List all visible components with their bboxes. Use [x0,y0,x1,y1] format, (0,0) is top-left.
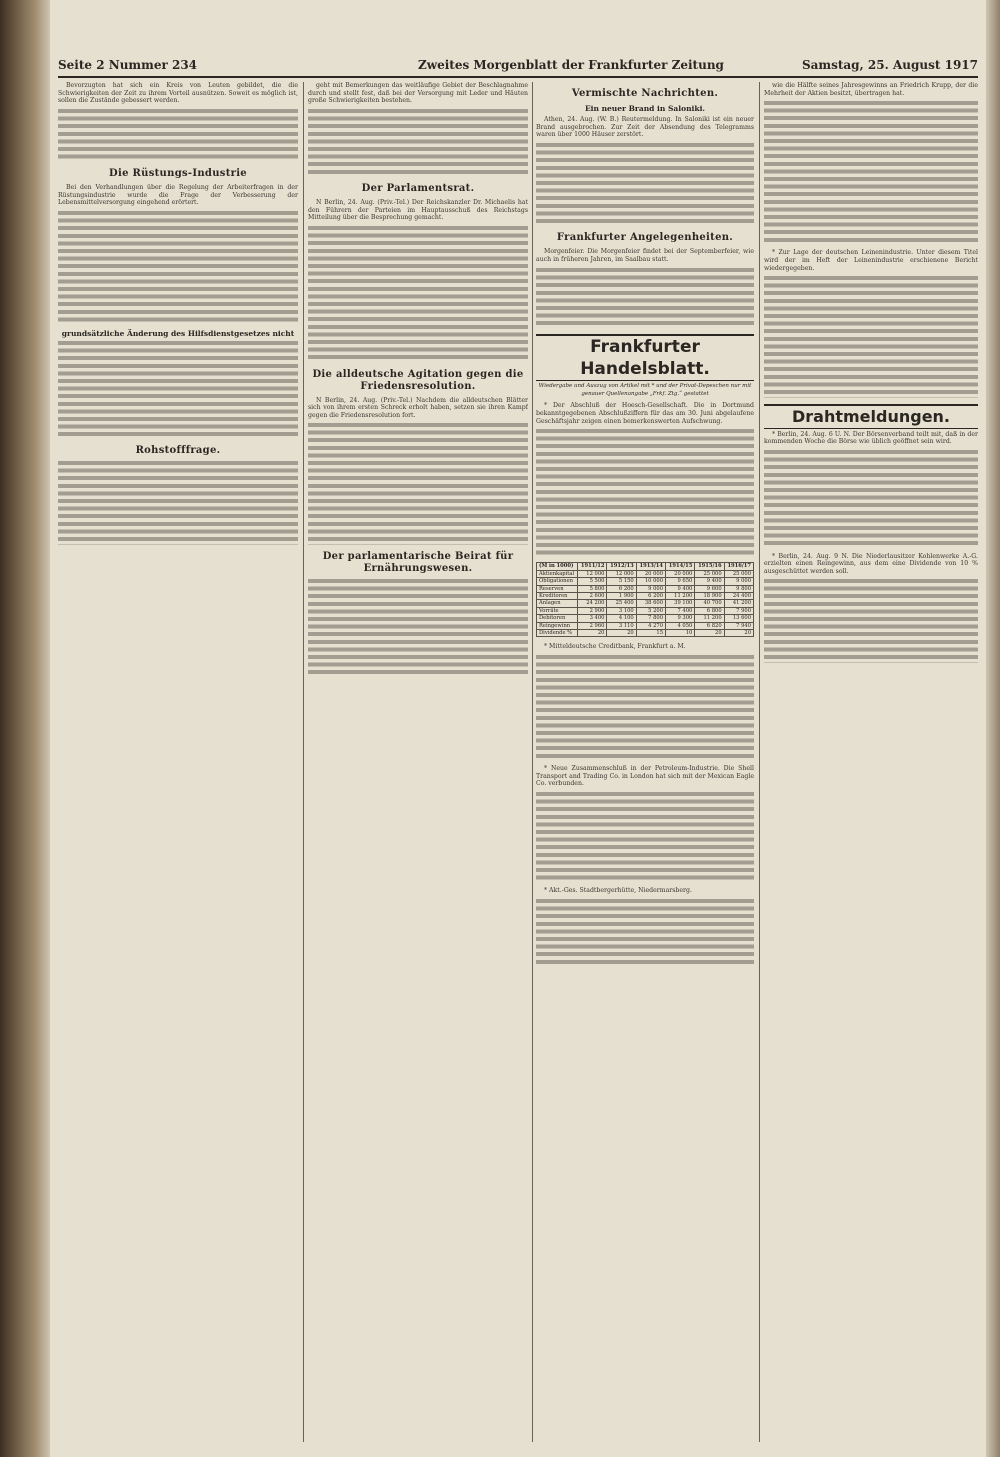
table-cell: Aktienkapital [537,570,578,577]
table-cell: 39 100 [666,600,695,607]
column-rule [532,82,533,1442]
article-paragraph: * Zur Lage der deutschen Leinenindustrie. Unter diesem Titel wird der im Heft der Leinenindustrie erschienene Bericht wiedergegeben. [764,249,978,272]
section-heading: Die Rüstungs-Industrie [109,167,247,179]
body-text [536,792,754,883]
table-cell: 11 200 [666,592,695,599]
table-cell: Obligationen [537,578,578,585]
table-header-cell: 1914/15 [666,563,695,570]
article-paragraph: Athen, 24. Aug. (W. B.) Reutermeldung. In Saloniki ist ein neuer Brand ausgebrochen. Zur Zeit der Absendung des Telegramms waren über 1000 Häuser zerstört. [536,116,754,139]
body-text [764,276,978,398]
table-cell: 10 [666,629,695,636]
article-paragraph: * Der Abschluß der Hoesch-Gesellschaft. Die in Dortmund bekanntgegebenen Abschlußziffern für das am 30. Juni abgelaufene Geschäftsjahr zeigen einen bemerkenswerten Aufschwung. [536,402,754,425]
table-cell: 10 000 [636,578,665,585]
masthead-date: Samstag, 25. August 1917 [801,58,978,72]
table-cell: 9 400 [695,578,724,585]
table-row [537,592,754,599]
section-heading: Der Parlamentsrat. [361,183,475,195]
book-binding [0,0,50,1457]
masthead-page-number: Seite 2 Nummer 234 [58,58,198,72]
table-cell: 6 800 [695,607,724,614]
table-cell: 15 [636,629,665,636]
section-subheading: grundsätzliche Änderung des Hilfsdienstgesetzes nicht [61,328,295,338]
body-text [58,109,298,162]
article-paragraph: N Berlin, 24. Aug. (Priv.-Tel.) Nachdem die alldeutschen Blätter sich von ihrem ersten Schreck erholt haben, setzen sie ihren Kampf gegen die Friedensresolution fort. [308,396,528,419]
table-cell: 20 [578,629,607,636]
table-cell: 7 940 [724,622,753,629]
article-paragraph: wie die Hälfte seines Jahresgewinns an Friedrich Krupp, der die Mehrheit der Aktien besitzt, übertragen hat. [764,82,978,97]
section-heading: Drahtmeldungen. [764,404,978,429]
table-cell: 7 900 [724,607,753,614]
section-heading: Vermischte Nachrichten. [571,88,719,99]
table-row [537,629,754,636]
body-text [58,211,298,325]
body-text [308,423,528,545]
table-cell: 5 500 [578,578,607,585]
article-paragraph: Bevorzugten hat sich ein Kreis von Leuten gebildet, die die Schwierigkeiten der Zeit zu ihrem Vorteil ausnützen. Soweit es möglich ist, sollen die Zustände gebessert werden. [58,82,298,105]
table-header-cell: 1913/14 [636,563,665,570]
body-text [764,450,978,549]
table-cell: 24 400 [724,592,753,599]
table-cell: 12 000 [607,570,636,577]
table-cell: 25 000 [695,570,724,577]
column-rule [303,82,304,1442]
table-cell: 20 000 [636,570,665,577]
body-text [764,101,978,245]
table-cell: 38 600 [636,600,665,607]
table-cell: 1 900 [607,592,636,599]
column-rule [759,82,760,1442]
table-row [537,622,754,629]
table-cell: 6 820 [695,622,724,629]
table-cell: 6 200 [636,592,665,599]
table-cell: 20 [607,629,636,636]
table-cell: 3 100 [607,607,636,614]
table-cell: 9 300 [666,615,695,622]
table-cell: 25 000 [724,570,753,577]
article-paragraph: Morgenfeier. Die Morgenfeier findet bei der Septemberfeier, wie auch in früheren Jahren, im Saalbau statt. [536,248,754,263]
table-cell: 9 650 [666,578,695,585]
article-paragraph: * Berlin, 24. Aug. 6 U. N. Der Börsenverband teilt mit, daß in der kommenden Woche die Börse wie üblich geöffnet sein wird. [764,430,978,446]
article-paragraph: * Akt.-Ges. Stadtbergerhütte, Niedermarsberg. [544,887,692,895]
body-text [58,461,298,545]
table-cell: Vorräte [537,607,578,614]
article-paragraph: geht mit Bemerkungen das weitläufige Gebiet der Beschlagnahme durch und stellt fest, daß bei der Versorgung mit Leder und Häuten große Schwierigkeiten bestehen. [308,82,528,105]
table-header-cell: 1911/12 [578,563,607,570]
table-cell: 9 400 [666,585,695,592]
table-row [537,600,754,607]
table-cell: 25 400 [607,600,636,607]
body-text [536,429,754,558]
handelsblatt-banner: Frankfurter Handelsblatt. [536,334,754,381]
table-cell: Kreditoren [537,592,578,599]
table-cell: Debitoren [537,615,578,622]
table-cell: 9 600 [695,585,724,592]
table-cell: 24 200 [578,600,607,607]
section-heading: Rohstofffrage. [135,445,221,457]
body-text [308,109,528,177]
column-1 [58,82,298,1442]
article-paragraph: N Berlin, 24. Aug. (Priv.-Tel.) Der Reichskanzler Dr. Michaelis hat den Führern der Parteien im Hauptausschuß des Reichstags Mitteilung über die Besprechung gemacht. [308,199,528,222]
table-cell: 20 [724,629,753,636]
column-3 [536,82,754,1442]
table-row [537,570,754,577]
body-text [308,579,528,678]
masthead-title: Zweites Morgenblatt der Frankfurter Zeitung [418,58,724,72]
table-cell: 2 600 [578,592,607,599]
section-heading: Frankfurter Angelegenheiten. [556,232,734,244]
table-cell: 7 400 [666,607,695,614]
article-paragraph: * Neue Zusammenschluß in der Petroleum-Industrie. Die Shell Transport and Trading Co. in London hat sich mit der Mexican Eagle Co. verbunden. [536,765,754,788]
table-cell: 3 400 [578,615,607,622]
table-cell: Anlagen [537,600,578,607]
masthead [58,58,978,78]
table-cell: Reingewinn [537,622,578,629]
table-row [537,607,754,614]
body-text [536,655,754,761]
column-2 [308,82,528,1442]
table-cell: 6 200 [607,585,636,592]
article-paragraph: Bei den Verhandlungen über die Regelung der Arbeiterfragen in der Rüstungsindustrie wurde die Frage der Verbesserung der Lebensmittelversorgung eingehend erörtert. [58,183,298,207]
table-cell: Reserven [537,585,578,592]
table-cell: 40 700 [695,600,724,607]
table-cell: 2 960 [578,622,607,629]
table-header-cell: 1915/16 [695,563,724,570]
table-cell: 3 110 [607,622,636,629]
table-row [537,615,754,622]
body-text [308,226,528,363]
table-cell: 11 200 [695,615,724,622]
table-cell: 2 900 [578,607,607,614]
page-edge [986,0,1000,1457]
reprint-note: Wiedergabe und Auszug von Artikel mit * und der Privat-Depeschen nur mit genauer Quellenangabe „Frkf. Ztg.“ gestattet [538,383,752,397]
table-body [537,570,754,637]
section-subheading: Ein neuer Brand in Saloniki. [584,104,706,113]
table-cell: 13 600 [724,615,753,622]
section-heading: Der parlamentarische Beirat für Ernährungswesen. [322,550,514,574]
table-cell: 4 050 [666,622,695,629]
column-4 [764,82,978,1442]
financial-table [536,562,754,637]
section-heading: Die alldeutsche Agitation gegen die Friedensresolution. [312,368,524,392]
table-cell: 18 900 [695,592,724,599]
table-cell: Dividende % [537,629,578,636]
table-cell: 41 200 [724,600,753,607]
table-cell: 9 000 [636,585,665,592]
table-cell: 5 800 [578,585,607,592]
table-header-cell: 1916/17 [724,563,753,570]
table-row [537,578,754,585]
table-cell: 9 000 [724,578,753,585]
body-text [536,143,754,227]
table-cell: 20 [695,629,724,636]
table-header-cell: 1912/13 [607,563,636,570]
table-cell: 5 150 [607,578,636,585]
table-cell: 5 200 [636,607,665,614]
table-header-cell: (M in 1000) [537,563,578,570]
table-cell: 12 000 [578,570,607,577]
body-text [536,268,754,329]
table-cell: 4 100 [607,615,636,622]
body-text [536,899,754,967]
table-header-row [537,563,754,570]
article-paragraph: * Mitteldeutsche Creditbank, Frankfurt a. M. [544,643,686,651]
table-cell: 4 270 [636,622,665,629]
table-cell: 7 800 [636,615,665,622]
table-row [537,585,754,592]
body-text [58,341,298,440]
body-text [764,579,978,663]
table-cell: 20 000 [666,570,695,577]
table-cell: 9 800 [724,585,753,592]
article-paragraph: * Berlin, 24. Aug. 9 N. Die Niederlausitzer Kohlenwerke A.-G. erzielten einen Reingewinn, aus dem eine Dividende von 10 % ausgeschüttet werden soll. [764,552,978,575]
